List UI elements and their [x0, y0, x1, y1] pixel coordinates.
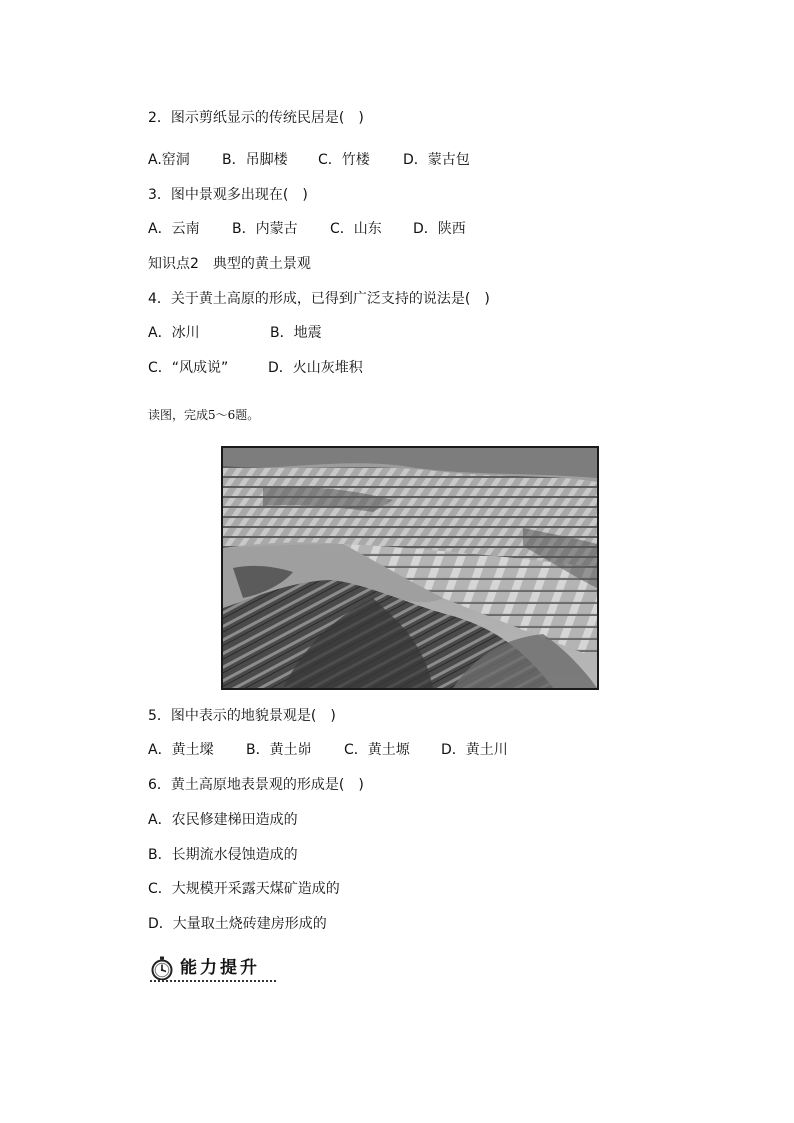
question-3-stem: 3．图中景观多出现在( )	[148, 187, 308, 203]
question-2-stem: 2．图示剪纸显示的传统民居是( )	[148, 110, 364, 126]
section-title: 能力提升	[180, 958, 260, 978]
q3-option-b[interactable]: B．内蒙古	[232, 221, 298, 237]
q4-option-c[interactable]: C．“风成说”	[148, 360, 229, 376]
q6-option-a[interactable]: A．农民修建梯田造成的	[148, 812, 298, 828]
knowledge-point-heading: 知识点2 典型的黄土景观	[148, 256, 311, 272]
q2-option-b[interactable]: B．吊脚楼	[222, 152, 288, 168]
q3-option-a[interactable]: A．云南	[148, 221, 200, 237]
q3-option-c[interactable]: C．山东	[330, 221, 382, 237]
q5-option-b[interactable]: B．黄土峁	[246, 742, 312, 758]
q3-option-d[interactable]: D．陕西	[413, 221, 466, 237]
q5-option-d[interactable]: D．黄土川	[441, 742, 508, 758]
q5-option-a[interactable]: A．黄土墚	[148, 742, 214, 758]
q2-option-c[interactable]: C．竹楼	[318, 152, 370, 168]
q5-option-c[interactable]: C．黄土塬	[344, 742, 410, 758]
q6-option-b[interactable]: B．长期流水侵蚀造成的	[148, 847, 298, 863]
stopwatch-icon	[150, 956, 174, 980]
q4-option-d[interactable]: D．火山灰堆积	[268, 360, 363, 376]
section-underline	[150, 980, 276, 982]
q4-option-a[interactable]: A．冰川	[148, 325, 200, 341]
question-4-stem: 4．关于黄土高原的形成，已得到广泛支持的说法是( )	[148, 291, 490, 307]
q2-option-a[interactable]: A.窑洞	[148, 152, 190, 168]
question-5-stem: 5．图中表示的地貌景观是( )	[148, 708, 336, 724]
loess-plateau-aerial-photo	[221, 446, 599, 690]
q2-option-d[interactable]: D．蒙古包	[403, 152, 470, 168]
reading-instruction: 读图，完成5～6题。	[148, 408, 260, 422]
q6-option-c[interactable]: C．大规模开采露天煤矿造成的	[148, 881, 340, 897]
q6-option-d[interactable]: D．大量取土烧砖建房形成的	[148, 916, 327, 932]
question-6-stem: 6．黄土高原地表景观的形成是( )	[148, 777, 364, 793]
ability-section-header	[150, 954, 278, 984]
q4-option-b[interactable]: B．地震	[270, 325, 322, 341]
